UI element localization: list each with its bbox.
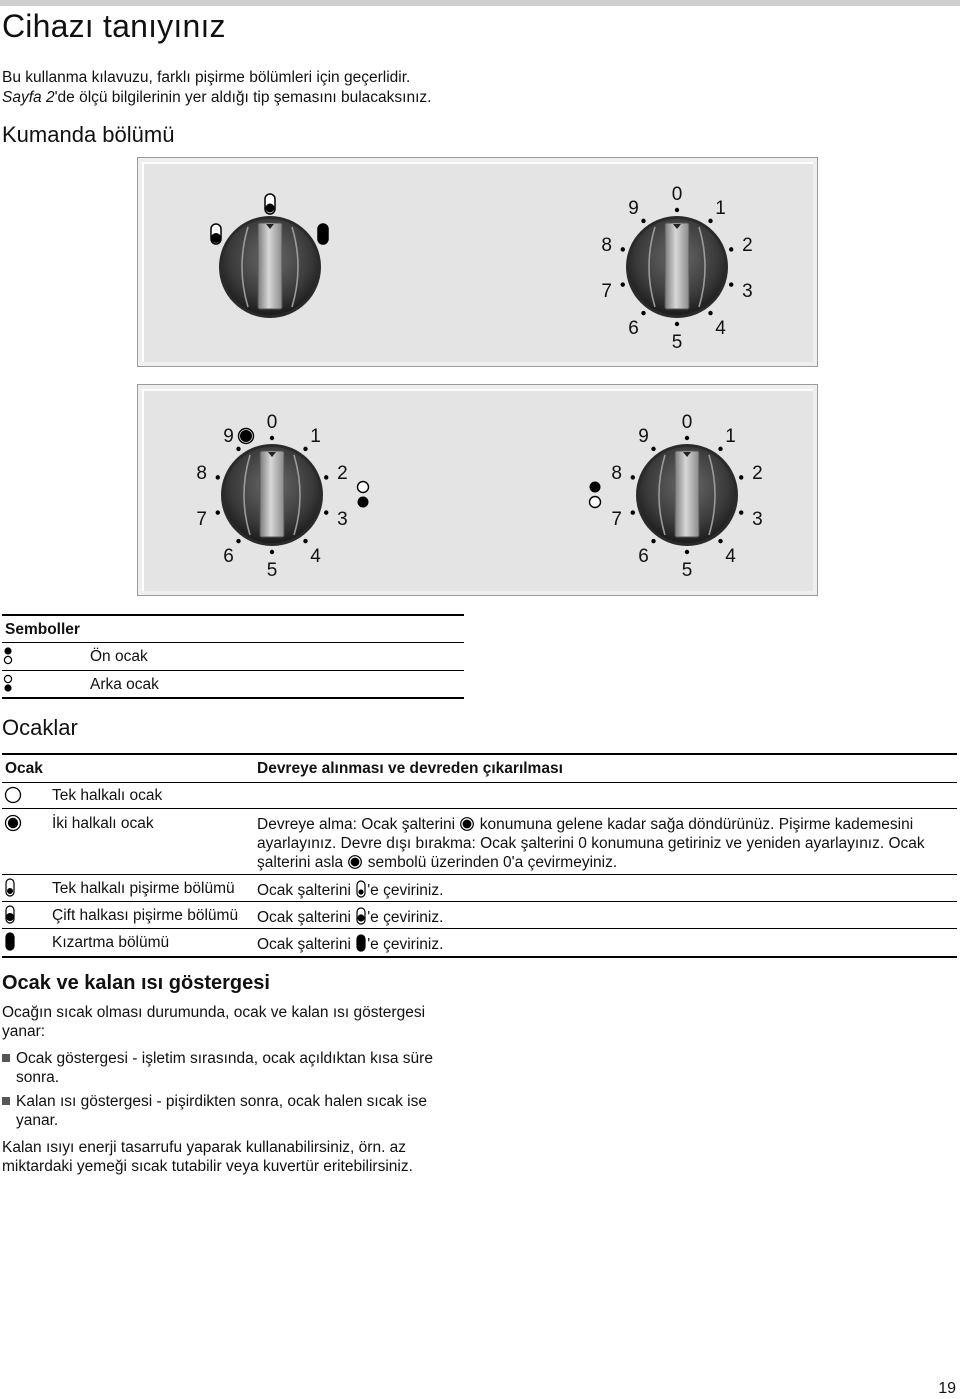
dial-tick xyxy=(621,282,625,286)
indicator-intro-line-2: yanar: xyxy=(2,1023,46,1040)
row-dual-ring-desc-line-2: ayarlayınız. Devre dışı bırakma: Ocak şalterini 0 konumuna getiriniz ve yeniden ayarlayınız. Ocak xyxy=(257,835,925,852)
roasting-zone-icon xyxy=(355,934,367,952)
knob-bottom-right[interactable] xyxy=(636,444,738,546)
dial-number-8: 8 xyxy=(611,463,622,485)
dial-tick xyxy=(216,510,220,514)
dial-tick xyxy=(621,247,625,251)
front-hob-icon xyxy=(3,646,13,666)
row-dual-zone-desc: Ocak şalterini 'e çeviriniz. xyxy=(257,909,444,926)
hobs-table-bottom-rule xyxy=(2,956,957,958)
rear-hob-icon xyxy=(3,674,13,694)
row-roasting-name: Kızartma bölümü xyxy=(52,934,170,951)
symbols-header-rule xyxy=(2,642,464,643)
dial-number-2: 2 xyxy=(752,463,763,485)
hobs-col-operation: Devreye alınması ve devreden çıkarılması xyxy=(257,760,563,777)
dial-tick xyxy=(739,510,743,514)
dial-tick xyxy=(303,539,307,543)
symbols-row-rule xyxy=(2,670,464,671)
single-zone-icon xyxy=(5,878,17,898)
rear-hob-indicator-icon xyxy=(358,482,369,508)
hobs-row-rule xyxy=(2,874,957,875)
symbols-header: Semboller xyxy=(5,621,80,638)
dial-number-7: 7 xyxy=(611,508,622,530)
page-title: Cihazı tanıyınız xyxy=(2,8,226,44)
dial-tick xyxy=(685,550,689,554)
dial-number-2: 2 xyxy=(337,463,348,485)
dial-number-6: 6 xyxy=(638,545,649,567)
hobs-col-hob: Ocak xyxy=(5,760,43,777)
row-dual-ring-name: İki halkalı ocak xyxy=(52,815,154,832)
dial-number-9: 9 xyxy=(223,426,234,448)
dial-number-3: 3 xyxy=(742,280,753,302)
hobs-header-rule xyxy=(2,782,957,783)
dial-tick xyxy=(729,282,733,286)
dial-tick xyxy=(324,475,328,479)
symbol-front-hob-label: Ön ocak xyxy=(90,648,148,665)
section-indicator-heading: Ocak ve kalan ısı göstergesi xyxy=(2,972,270,994)
bullet-2-line-2: yanar. xyxy=(16,1112,59,1129)
knob-top-right[interactable] xyxy=(626,216,728,318)
bullet-2-line-1: Kalan ısı göstergesi - pişirdikten sonra, ocak halen sıcak ise xyxy=(16,1093,427,1110)
dial-tick xyxy=(718,447,722,451)
dial-tick xyxy=(324,510,328,514)
dial-number-5: 5 xyxy=(681,560,693,581)
dial-tick xyxy=(729,247,733,251)
dial-tick xyxy=(270,550,274,554)
indicator-outro-line-1: Kalan ısıyı enerji tasarrufu yaparak kullanabilirsiniz, örn. az xyxy=(2,1139,407,1156)
control-panels-drawing xyxy=(0,0,960,620)
dial-tick xyxy=(270,436,274,440)
dial-tick xyxy=(685,436,689,440)
dial-number-2: 2 xyxy=(742,235,753,257)
dial-number-0: 0 xyxy=(671,184,683,205)
section-control-heading: Kumanda bölümü xyxy=(2,122,175,147)
dial-tick xyxy=(236,447,240,451)
dial-tick xyxy=(236,539,240,543)
roasting-zone-icon xyxy=(318,224,328,244)
dual-ring-icon xyxy=(4,814,22,832)
dial-number-9: 9 xyxy=(628,198,639,220)
dial-number-0: 0 xyxy=(681,412,693,433)
dial-number-0: 0 xyxy=(266,412,278,433)
dial-tick xyxy=(216,475,220,479)
dial-tick xyxy=(651,447,655,451)
dial-number-3: 3 xyxy=(337,508,348,530)
dial-number-9: 9 xyxy=(638,426,649,448)
dual-zone-icon xyxy=(355,907,367,925)
dial-number-6: 6 xyxy=(223,545,234,567)
hobs-row-rule xyxy=(2,928,957,929)
dial-tick xyxy=(718,539,722,543)
dial-tick xyxy=(641,219,645,223)
single-ring-icon xyxy=(4,786,22,804)
row-single-ring-name: Tek halkalı ocak xyxy=(52,787,163,804)
dial-tick xyxy=(708,311,712,315)
dial-number-8: 8 xyxy=(196,463,207,485)
dial-tick xyxy=(641,311,645,315)
dial-number-1: 1 xyxy=(310,426,321,448)
bullet-1-line-2: sonra. xyxy=(16,1069,60,1086)
single-zone-icon xyxy=(355,880,367,898)
dial-tick xyxy=(675,322,679,326)
dial-number-7: 7 xyxy=(601,280,612,302)
dial-number-6: 6 xyxy=(628,317,639,339)
intro-line-1: Bu kullanma kılavuzu, farklı pişirme bölümleri için geçerlidir. xyxy=(2,69,411,86)
dial-tick xyxy=(651,539,655,543)
dial-number-4: 4 xyxy=(725,545,736,567)
bullet-square-icon xyxy=(2,1097,10,1105)
bullet-square-icon xyxy=(2,1054,10,1062)
row-dual-ring-desc-line-3: şalterini asla sembolü üzerinden 0'a çevirmeyiniz. xyxy=(257,854,618,871)
row-dual-ring-desc-line-1: Devreye alma: Ocak şalterini konumuna gelene kadar sağa döndürünüz. Pişirme kademesini xyxy=(257,816,914,833)
front-hob-indicator-icon xyxy=(590,482,601,508)
page-number: 19 xyxy=(938,1380,956,1397)
symbol-rear-hob-label: Arka ocak xyxy=(90,676,159,693)
indicator-intro-line-1: Ocağın sıcak olması durumunda, ocak ve kalan ısı göstergesi xyxy=(2,1004,426,1021)
dial-number-1: 1 xyxy=(725,426,736,448)
intro-line-2: Sayfa 2'de ölçü bilgilerinin yer aldığı tip şemasını bulacaksınız. xyxy=(2,89,432,106)
dial-tick xyxy=(708,219,712,223)
knob-top-left[interactable] xyxy=(219,216,321,318)
roasting-zone-icon xyxy=(5,932,17,952)
dial-tick xyxy=(631,475,635,479)
single-zone-icon xyxy=(265,194,275,214)
dial-tick xyxy=(739,475,743,479)
page-reference-link[interactable]: Sayfa 2 xyxy=(2,89,55,106)
hobs-table-top-rule xyxy=(2,753,957,755)
row-dual-zone-name: Çift halkası pişirme bölümü xyxy=(52,907,239,924)
row-roasting-desc: Ocak şalterini 'e çeviriniz. xyxy=(257,936,444,953)
dual-ring-icon xyxy=(347,855,363,869)
indicator-outro-line-2: miktardaki yemeği sıcak tutabilir veya kuvertür eritebilirsiniz. xyxy=(2,1158,413,1175)
bullet-1-line-1: Ocak göstergesi - işletim sırasında, ocak açıldıktan kısa süre xyxy=(16,1050,433,1067)
dial-number-1: 1 xyxy=(715,198,726,220)
dial-number-7: 7 xyxy=(196,508,207,530)
symbols-top-rule xyxy=(2,614,464,616)
dial-number-3: 3 xyxy=(752,508,763,530)
dial-tick xyxy=(675,208,679,212)
dual-zone-icon xyxy=(5,905,17,925)
row-single-zone-name: Tek halkalı pişirme bölümü xyxy=(52,880,235,897)
dial-number-5: 5 xyxy=(266,560,278,581)
dial-number-4: 4 xyxy=(310,545,321,567)
dial-number-8: 8 xyxy=(601,235,612,257)
hobs-row-rule xyxy=(2,808,957,809)
dial-tick xyxy=(631,510,635,514)
dial-number-5: 5 xyxy=(671,332,683,353)
dual-ring-icon xyxy=(239,429,254,444)
hobs-row-rule xyxy=(2,901,957,902)
knob-bottom-left[interactable] xyxy=(221,444,323,546)
dial-tick xyxy=(303,447,307,451)
row-single-zone-desc: Ocak şalterini 'e çeviriniz. xyxy=(257,882,444,899)
dial-number-4: 4 xyxy=(715,317,726,339)
symbols-bottom-rule xyxy=(2,697,464,699)
dual-ring-icon xyxy=(459,817,475,831)
section-hobs-heading: Ocaklar xyxy=(2,715,78,740)
dual-zone-icon xyxy=(211,224,221,244)
